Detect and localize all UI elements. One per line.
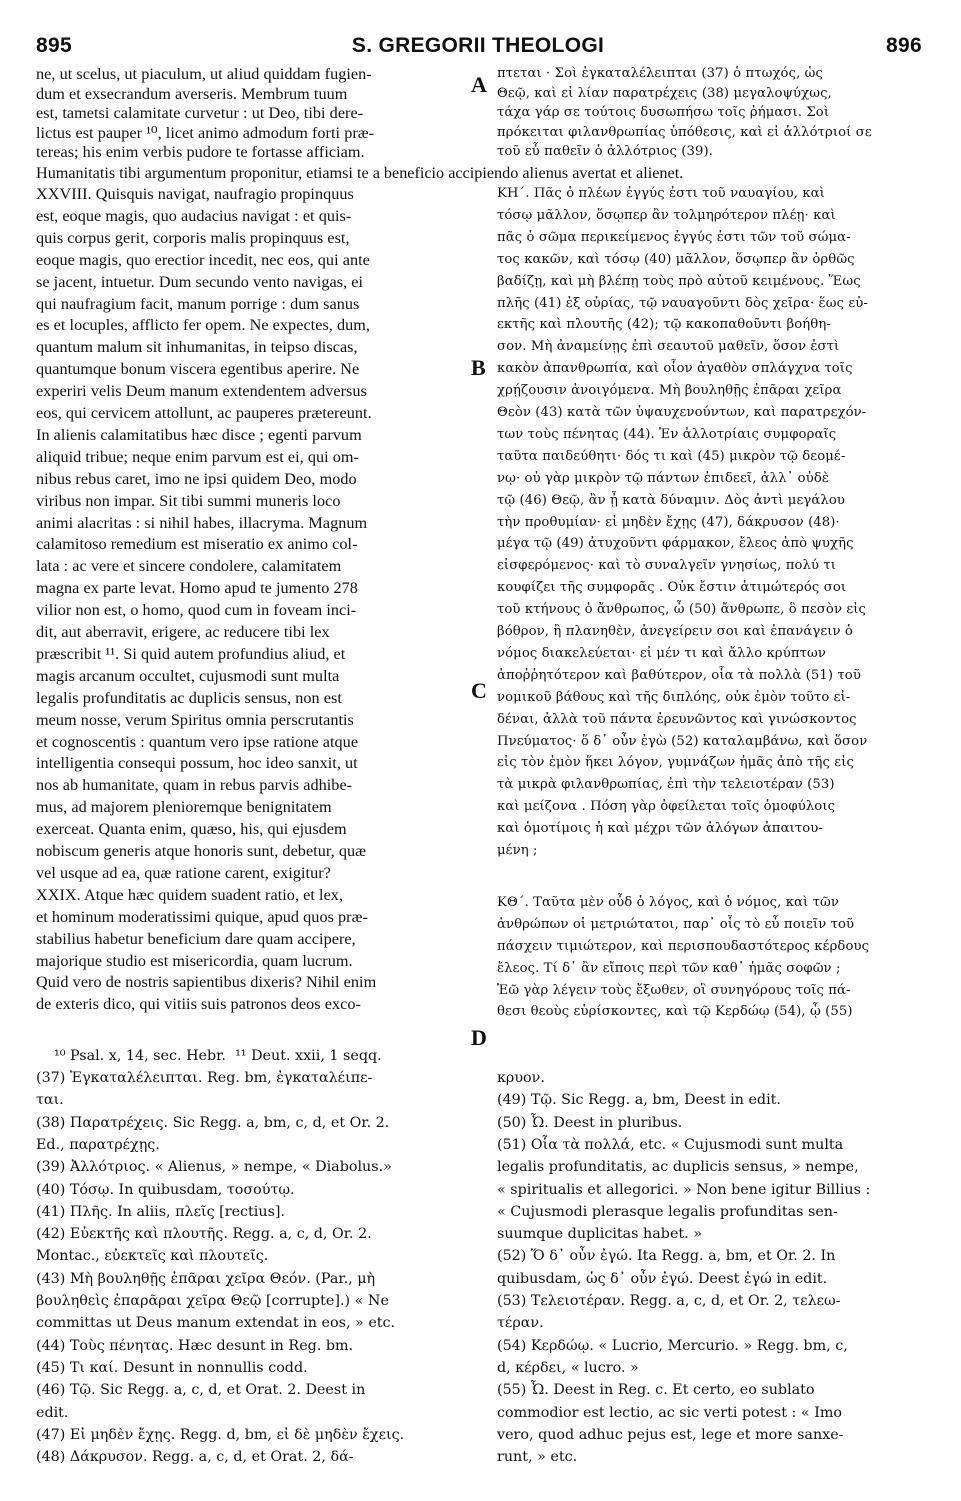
latin-text-line: Quid vero de nostris sapientibus dixeris? Nihil enim	[36, 973, 377, 992]
margin-marker-c: C	[471, 678, 487, 703]
greek-text-line: εἰς τὸν ἐμὸν ἥκει λόγον, γυμνάζων ἡμᾶς ἀπὸ τῆς εἰς	[497, 755, 854, 771]
latin-text-line: de exteris dico, qui vitiis suis patronos deos exco-	[36, 995, 361, 1014]
editorial-note-line: (46) Τῷ. Sic Regg. a, c, d, et Orat. 2. Deest in	[36, 1382, 366, 1399]
editorial-note-line: (38) Παρατρέχεις. Sic Regg. a, bm, c, d, et Or. 2.	[36, 1114, 390, 1131]
latin-text-line: dit, aut aberravit, erigere, ac reducere tibi lex	[36, 623, 330, 641]
editorial-note-line: d, κέρδει, « lucro. »	[497, 1359, 639, 1376]
editorial-note-line: committas ut Deus manum extendat in eos, » etc.	[36, 1315, 396, 1332]
greek-text-line: ΚΘ΄. Ταῦτα μὲν οὖδ ὁ λόγος, καὶ ὁ νόμος, καὶ τῶν	[497, 894, 839, 910]
editorial-note-line: (53) Τελειοτέραν. Regg. a, c, d, et Or. 2, τελεω-	[497, 1293, 841, 1309]
greek-text-line: τόσῳ μᾶλλον, ὅσῳπερ ἂν τολμηρότερον πλέῃ· καὶ	[497, 207, 836, 223]
running-title: S. GREGORII THEOLOGI	[351, 34, 605, 57]
editorial-note-line: (45) Τι καί. Desunt in nonnullis codd.	[36, 1359, 308, 1376]
editorial-note-line: κρυον.	[497, 1070, 545, 1086]
editorial-note-line: (43) Μὴ βουληθῇς ἐπᾶραι χεῖρα Θεόν. (Par., μὴ	[36, 1270, 376, 1287]
editorial-note-line: τέραν.	[497, 1315, 544, 1332]
latin-text-line: eos, qui cervicem attollunt, ac pauperes prætereunt.	[36, 404, 372, 422]
editorial-note-line: (50) Ὦ. Deest in pluribus.	[497, 1114, 683, 1131]
greek-text-line: ἀνθρώπων οἱ μετριώτατοι, παρ᾽ οἷς τὸ εὖ ποιεῖν τοῦ	[497, 916, 855, 932]
greek-text-line: εἰσφερόμενος· καὶ τὸ συναλγεῖν γνησίως, πολύ τι	[497, 558, 837, 574]
editorial-note-line: « Cujusmodi plerasque legalis profunditas sen-	[497, 1203, 838, 1220]
latin-text-line: quantumque bonum viscera egentibus aperire. Ne	[36, 360, 360, 379]
greek-text-line: των τοὺς πένητας (44). Ἐν ἀλλοτρίαις συμφοραῖς	[497, 426, 837, 442]
greek-text-line: πρόκειται φιλανθρωπίας ὑπόθεσις, καὶ εἰ ἀλλότριοί σε	[497, 124, 872, 140]
latin-text-line: animi alacritas : si nihil habes, illacryma. Magnum	[36, 513, 368, 532]
greek-text-line: εκτῆς καὶ πλουτῆς (42); τῷ κακοπαθοῦντι βοήθη-	[497, 317, 831, 333]
latin-text-line: quantum malum sit inhumanitas, in teipso discas,	[36, 338, 358, 357]
margin-marker-a: A	[471, 72, 487, 97]
greek-text-line: ἀποῤῥητότερον καὶ βαθύτερον, οἷα τὰ πολλὰ (51) τοῦ	[497, 667, 861, 683]
latin-text-line: qui naufragium facit, manum porrige : dum sanus	[36, 294, 360, 313]
latin-text-line: et hominum moderatissimi quique, apud quos præ-	[36, 907, 368, 926]
latin-text-line: XXIX. Atque hæc quidem suadent ratio, et lex,	[36, 885, 344, 904]
latin-text-line: calamitoso remedium est miseratio ex animo col-	[36, 535, 358, 554]
editorial-note-line: (48) Δάκρυσον. Regg. a, c, d, et Orat. 2, δά-	[36, 1449, 354, 1466]
greek-text-line: βαδίζῃ, καὶ μὴ βλέπῃ τοὺς πρὸ αὐτοῦ κειμένους. Ἕως	[497, 273, 861, 289]
greek-text-line: ΚΗ΄. Πᾶς ὁ πλέων ἐγγύς ἐστι τοῦ ναυαγίου, καὶ	[497, 186, 825, 201]
latin-text-line: dum et exsecrandum averseris. Membrum tuum	[36, 84, 348, 103]
editorial-note-line: (41) Πλῆς. In aliis, πλεῖς [rectius].	[36, 1203, 286, 1220]
editorial-note-line: (37) Ἐγκαταλέλειπται. Reg. bm, ἐγκαταλέιπε-	[36, 1070, 373, 1086]
latin-text-line: et cognoscentis : quantum vero ipse ratione atque	[36, 732, 359, 751]
latin-text-line: intelligentia consequi possum, hoc ideo sanxit, ut	[36, 754, 358, 773]
greek-text-line: μέγα τῷ (49) ἀτυχοῦντι φάρμακον, ἔλεος ἀπὸ ψυχῆς	[497, 536, 854, 552]
margin-marker-d: D	[471, 1025, 487, 1050]
latin-text-line: majorique studio est misericordia, quam lucrum.	[36, 951, 353, 970]
latin-text-line: nibus rebus caret, imo ne ipsi quidem Deo, modo	[36, 469, 357, 488]
latin-text-line: ne, ut scelus, ut piaculum, ut aliud quiddam fugien-	[36, 65, 372, 83]
latin-text-line: lictus est pauper ¹⁰, licet animo admodum forti præ-	[36, 123, 375, 142]
latin-text-line: magis arcanum occultet, cujusmodi sunt multa	[36, 666, 340, 685]
latin-text-line: meum nosse, verum Spiritus omnia perscrutantis	[36, 710, 354, 729]
running-head	[30, 34, 926, 62]
latin-text-line: exerceat. Quanta enim, quæso, his, qui ejusdem	[36, 820, 347, 839]
editorial-note-line: quibusdam, ὡς δ᾽ οὖν ἐγώ. Deest ἐγώ in edit.	[497, 1270, 828, 1287]
editorial-note-line: (51) Οἷα τὰ πολλά, etc. « Cujusmodi sunt multa	[497, 1136, 844, 1153]
editorial-note-line: (49) Τῷ. Sic Regg. a, bm, Deest in edit.	[497, 1092, 781, 1109]
greek-text-line: κουφίζει τῆς συμφορᾶς . Οὐκ ἔστιν ἀτιμώτερός σοι	[497, 580, 847, 596]
greek-text-line: ἔλεος. Τί δ᾽ ἂν εἴποις περὶ τῶν καθ᾽ ἡμᾶς σοφῶν ;	[497, 960, 841, 976]
latin-text-line: stabilius habetur beneficium dare quam accipere,	[36, 929, 356, 948]
editorial-note-line: suumque duplicitas habet. »	[497, 1226, 702, 1243]
latin-text-line: se jacent, intuetur. Dum secundo vento navigas, ei	[36, 272, 364, 291]
greek-text-line: χρῄζουσιν ἀνοιγόμενα. Μὴ βουληθῇς ἐπᾶραι χεῖρα	[497, 383, 842, 399]
latin-text-line: magna ex parte levat. Homo apud te jumento 278	[36, 579, 358, 598]
latin-text-line: es et locuples, afflicto fer opem. Ne expectes, dum,	[36, 316, 371, 335]
greek-text-line: Θεῷ, καὶ εἰ λίαν παρατρέχεις (38) μεγαλοψύχως,	[497, 85, 832, 101]
editorial-note-line: « spiritualis et allegorici. » Non bene igitur Billius :	[497, 1181, 871, 1198]
editorial-note-line: edit.	[36, 1404, 69, 1421]
greek-text-line: δέναι, ἀλλὰ τοῦ πάντα ἐρευνῶντος καὶ γινώσκοντος	[497, 711, 857, 727]
footnote-references: ¹⁰ Psal. x, 14, sec. Hebr. ¹¹ Deut. xxii, 1 seqq.	[54, 1048, 382, 1064]
latin-text-line: nobiscum generis atque honoris sunt, debetur, quæ	[36, 842, 366, 860]
latin-text-line: quis corpus gerit, corporis malis propinquus est,	[36, 228, 350, 247]
latin-text-line: aliquid tribue; neque enim parvum est ei, qui om-	[36, 447, 359, 466]
greek-text-line: νῳ· οὐ γὰρ μικρὸν τῷ πάντων ἐπιδεεῖ, ἀλλ᾽ οὐδὲ	[497, 470, 830, 486]
greek-text-line: τοῦ κτήνους ὁ ἄνθρωπος, ὦ (50) ἄνθρωπε, ὃ πεσὸν εἰς	[497, 602, 867, 618]
latin-text-line: tereas; his enim verbis pudore te fortasse afficiam.	[36, 143, 365, 162]
greek-text-line: πλῆς (41) ἐξ οὐρίας, τῷ ναυαγοῦντι δὸς χεῖρα· ἕως εὐ-	[497, 295, 868, 311]
latin-text-line: vilior non est, o homo, quod cum in foveam inci-	[36, 601, 357, 620]
margin-marker-b: B	[471, 355, 486, 380]
greek-text-line: τάχα γάρ σε τούτοις δυσωπήσω τοῖς ῥήμασι. Σοὶ	[497, 105, 830, 121]
latin-text-line: præscribit ¹¹. Si quid autem profundius aliud, et	[36, 644, 346, 663]
greek-text-line: καὶ ὁμοτίμοις ἡ καὶ μέχρι τῶν ἀλόγων ἀπαιτου-	[497, 821, 823, 837]
editorial-note-line: (54) Κερδώῳ. « Lucrio, Mercurio. » Regg. bm, c,	[497, 1337, 848, 1354]
greek-text-line: Πνεύματος· ὅ δ᾽ οὖν ἐγὼ (52) καταλαμβάνω, καὶ ὅσον	[497, 733, 868, 749]
greek-text-line: πάσχειν τιμιώτερον, καὶ περισπουδαστότερος κέρδους	[497, 938, 870, 954]
editorial-note-line: βουληθεὶς ἐπαρᾶραι χεῖρα Θεῷ [corrupte].) « Ne	[36, 1293, 389, 1309]
greek-text-line: κακὸν ἀπανθρωπία, καὶ οἷον ἀγαθὸν σπλάγχνα τοῖς	[497, 361, 853, 377]
greek-text-line: καὶ μείζονα . Πόση γὰρ ὀφείλεται τοῖς ὁμοφύλοις	[497, 799, 836, 815]
editorial-note-line: Ed., παρατρέχῃς.	[36, 1136, 160, 1153]
full-width-text-line: Humanitatis tibi argumentum proponitur, etiamsi te a beneficio accipiendo alienus avertat et alienet.	[36, 164, 684, 182]
latin-text-line: lata : ac vere et sincere condolere, calamitatem	[36, 557, 342, 576]
latin-text-line: viribus non impar. Sit tibi summi muneris loco	[36, 491, 341, 510]
latin-text-line: est, tametsi calamitate curvetur : ut Deo, tibi dere-	[36, 104, 364, 123]
greek-text-line: τὴν προθυμίαν· εἰ μηδὲν ἔχῃς (47), δάκρυσον (48)·	[497, 514, 840, 530]
page-number-right: 896	[886, 34, 922, 57]
latin-text-line: eoque magis, quo erectior incedit, nec eos, qui ante	[36, 250, 370, 269]
editorial-note-line: runt, » etc.	[497, 1449, 578, 1466]
greek-text-line: Ἐῶ γὰρ λέγειν τοὺς ἔξωθεν, οἳ συνηγόρους τοῖς πά-	[497, 982, 851, 998]
editorial-note-line: commodior est lectio, ac sic verti potest : « Imo	[497, 1404, 843, 1421]
editorial-note-line: Montac., εὐεκτεῖς καὶ πλουτεῖς.	[36, 1248, 269, 1265]
latin-text-line: mus, ad majorem plenioremque benignitatem	[36, 798, 332, 817]
editorial-note-line: (52) Ὅ δ᾽ οὖν ἐγώ. Ita Regg. a, bm, et Or. 2. In	[497, 1248, 836, 1265]
greek-text-line: τὰ μικρὰ φιλανθρωπίας, ἐπὶ τὴν τελειοτέραν (53)	[497, 777, 835, 793]
editorial-note-line: vero, quod adhuc pejus est, lege et more sanxe-	[497, 1426, 844, 1443]
greek-text-line: βόθρον, ἢ πλανηθὲν, ἀνεγείρειν σοι καὶ ἐπανάγειν ὁ	[497, 624, 853, 639]
greek-text-line: τος κακῶν, καὶ τόσῳ (40) μᾶλλον, ὅσῳπερ ἂν ὀρθῶς	[497, 251, 855, 267]
editorial-note-line: (47) Εἰ μηδὲν ἔχῃς. Regg. d, bm, εἰ δὲ μηδὲν ἔχεις.	[36, 1426, 405, 1443]
greek-text-line: πτεται · Σοὶ ἐγκαταλέλειπται (37) ὁ πτωχός, ὡς	[497, 66, 824, 81]
latin-text-line: nos ab humanitate, quam in rebus parvis adhibe-	[36, 776, 353, 795]
greek-text-line: σον. Μὴ ἀναμείνῃς ἐπὶ σεαυτοῦ μαθεῖν, ὅσον ἐστὶ	[497, 339, 840, 355]
greek-text-line: τῷ (46) Θεῷ, ἂν ᾖ κατὰ δύναμιν. Δὸς ἀντὶ μεγάλου	[497, 492, 845, 508]
latin-text-line: In alienis calamitatibus hæc disce ; egenti parvum	[36, 425, 362, 444]
latin-text-line: legalis profunditatis ac duplicis sensus, non est	[36, 688, 342, 707]
latin-text-line: vel usque ad ea, quæ ratione carent, exigitur?	[36, 863, 331, 882]
editorial-note-line: legalis profunditatis, ac duplicis sensus, » nempe,	[497, 1159, 859, 1176]
latin-text-line: experiri velis Deum manum extendentem adversus	[36, 382, 367, 401]
editorial-note-line: (44) Τοὺς πένητας. Hæc desunt in Reg. bm.	[36, 1337, 354, 1354]
editorial-note-line: (42) Εὐεκτῆς καὶ πλουτῆς. Regg. a, c, d, Or. 2.	[36, 1226, 372, 1243]
greek-text-line: ταῦτα παιδεύθητι· δός τι καὶ (45) μικρὸν τῷ δεομέ-	[497, 448, 846, 464]
editorial-note-line: (40) Τόσῳ. In quibusdam, τοσούτῳ.	[36, 1181, 295, 1198]
greek-text-line: μένη ;	[497, 843, 538, 858]
greek-text-line: τοῦ εὖ παθεῖν ὁ ἀλλότριος (39).	[497, 144, 713, 160]
greek-text-line: πᾶς ὁ σῶμα περικείμενος ἐγγύς ἐστι τῶν τοῦ σώμα-	[497, 229, 851, 245]
editorial-note-line: (39) Ἀλλότριος. « Alienus, » nempe, « Diabolus.»	[36, 1159, 392, 1176]
greek-text-line: Θεὸν (43) κατὰ τῶν ὑψαυχενούντων, καὶ παρατρεχόν-	[497, 405, 867, 420]
latin-text-line: est, eoque magis, quo audacius navigat : et quis-	[36, 206, 352, 225]
latin-text-line: XXVIII. Quisquis navigat, naufragio propinquus	[36, 185, 354, 203]
greek-text-line: νόμος διακελεύεται· εἰ μέν τι καὶ ἄλλο κρύπτων	[497, 645, 827, 661]
greek-text-line: νομικοῦ βάθους καὶ τῆς διπλόης, οὐκ ἐμὸν τοῦτο εἰ-	[497, 689, 851, 705]
editorial-note-line: ται.	[36, 1092, 64, 1109]
greek-text-line: θεσι θεοὺς εὑρίσκοντες, καὶ τῷ Κερδώῳ (54), ᾧ (55)	[497, 1004, 853, 1020]
page-number-left: 895	[36, 34, 72, 57]
editorial-note-line: (55) Ὦ. Deest in Reg. c. Et certo, eo sublato	[497, 1382, 815, 1399]
